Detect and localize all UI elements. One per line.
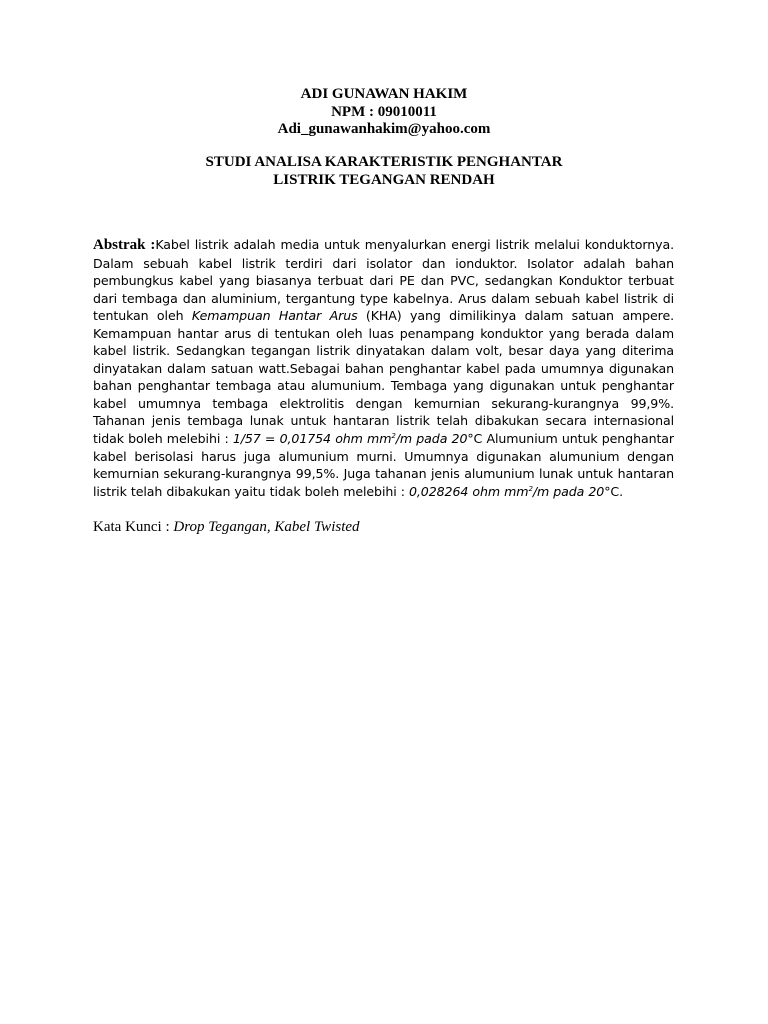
author-email: Adi_gunawanhakim@yahoo.com (277, 121, 491, 137)
title-line-1: STUDI ANALISA KARAKTERISTIK PENGHANTAR (205, 154, 563, 170)
copper-resistivity-unit: °C (467, 431, 483, 447)
keywords-values: Drop Tegangan, Kabel Twisted (173, 519, 360, 535)
abstract-kha-term: Kemampuan Hantar Arus (191, 308, 358, 324)
author-block (0, 86, 768, 139)
paper-title (0, 153, 768, 189)
author-npm: NPM : 09010011 (331, 103, 437, 120)
abstract-text-3: Alumunium untuk penghantar kabel berisolasi harus juga alumunium murni. Umumnya digunakan alumunium dengan kemurnian sekurang-kurangnya 99,5%. Juga tahanan jenis alumunium lunak untuk hantaran listrik telah dibakukan yaitu tidak boleh melebihi : (93, 431, 674, 499)
title-line-2: LISTRIK TEGANGAN RENDAH (273, 172, 495, 188)
copper-resistivity-value: 1/57 = 0,01754 ohm $mm^2/m$ pada 20 (232, 431, 468, 447)
abstract-end: . (619, 483, 624, 499)
keywords-line (93, 518, 674, 536)
aluminium-resistivity-unit: °C (604, 483, 620, 499)
keywords-label: Kata Kunci : (93, 519, 174, 535)
abstract-label: Abstrak : (93, 237, 156, 253)
author-name: ADI GUNAWAN HAKIM (300, 86, 468, 102)
abstract-text-1: Kabel listrik adalah media untuk menyalurkan energi listrik melalui konduktornya. Dalam sebuah kabel listrik terdiri dari isolator dan ionduktor. Isolator adalah bahan pembungkus kabel yang biasanya terbuat dari PE dan PVC, sedangkan Konduktor terbuat dari tembaga dan aluminium, tergantung type kabelnya. Arus dalam sebuah kabel listrik di tentukan oleh (93, 237, 674, 324)
abstract-text-2: (KHA) yang dimilikinya dalam satuan ampere. Kemampuan hantar arus di tentukan oleh luas penampang konduktor yang berada dalam kabel listrik. Sedangkan tegangan listrik dinyatakan dalam volt, besar daya yang diterima dinyatakan dalam satuan watt.Sebagai bahan penghantar kabel pada umumnya digunakan bahan penghantar tembaga atau alumunium. Tembaga yang digunakan untuk penghantar kabel umumnya tembaga elektrolitis dengan kemurnian sekurang-kurangnya 99,9%. Tahanan jenis tembaga lunak untuk hantaran listrik telah dibakukan secara internasional tidak boleh melebihi : (93, 308, 674, 447)
abstract-paragraph (93, 236, 674, 500)
aluminium-resistivity-value: 0,028264 ohm $mm^2/m$ pada 20 (408, 483, 605, 499)
